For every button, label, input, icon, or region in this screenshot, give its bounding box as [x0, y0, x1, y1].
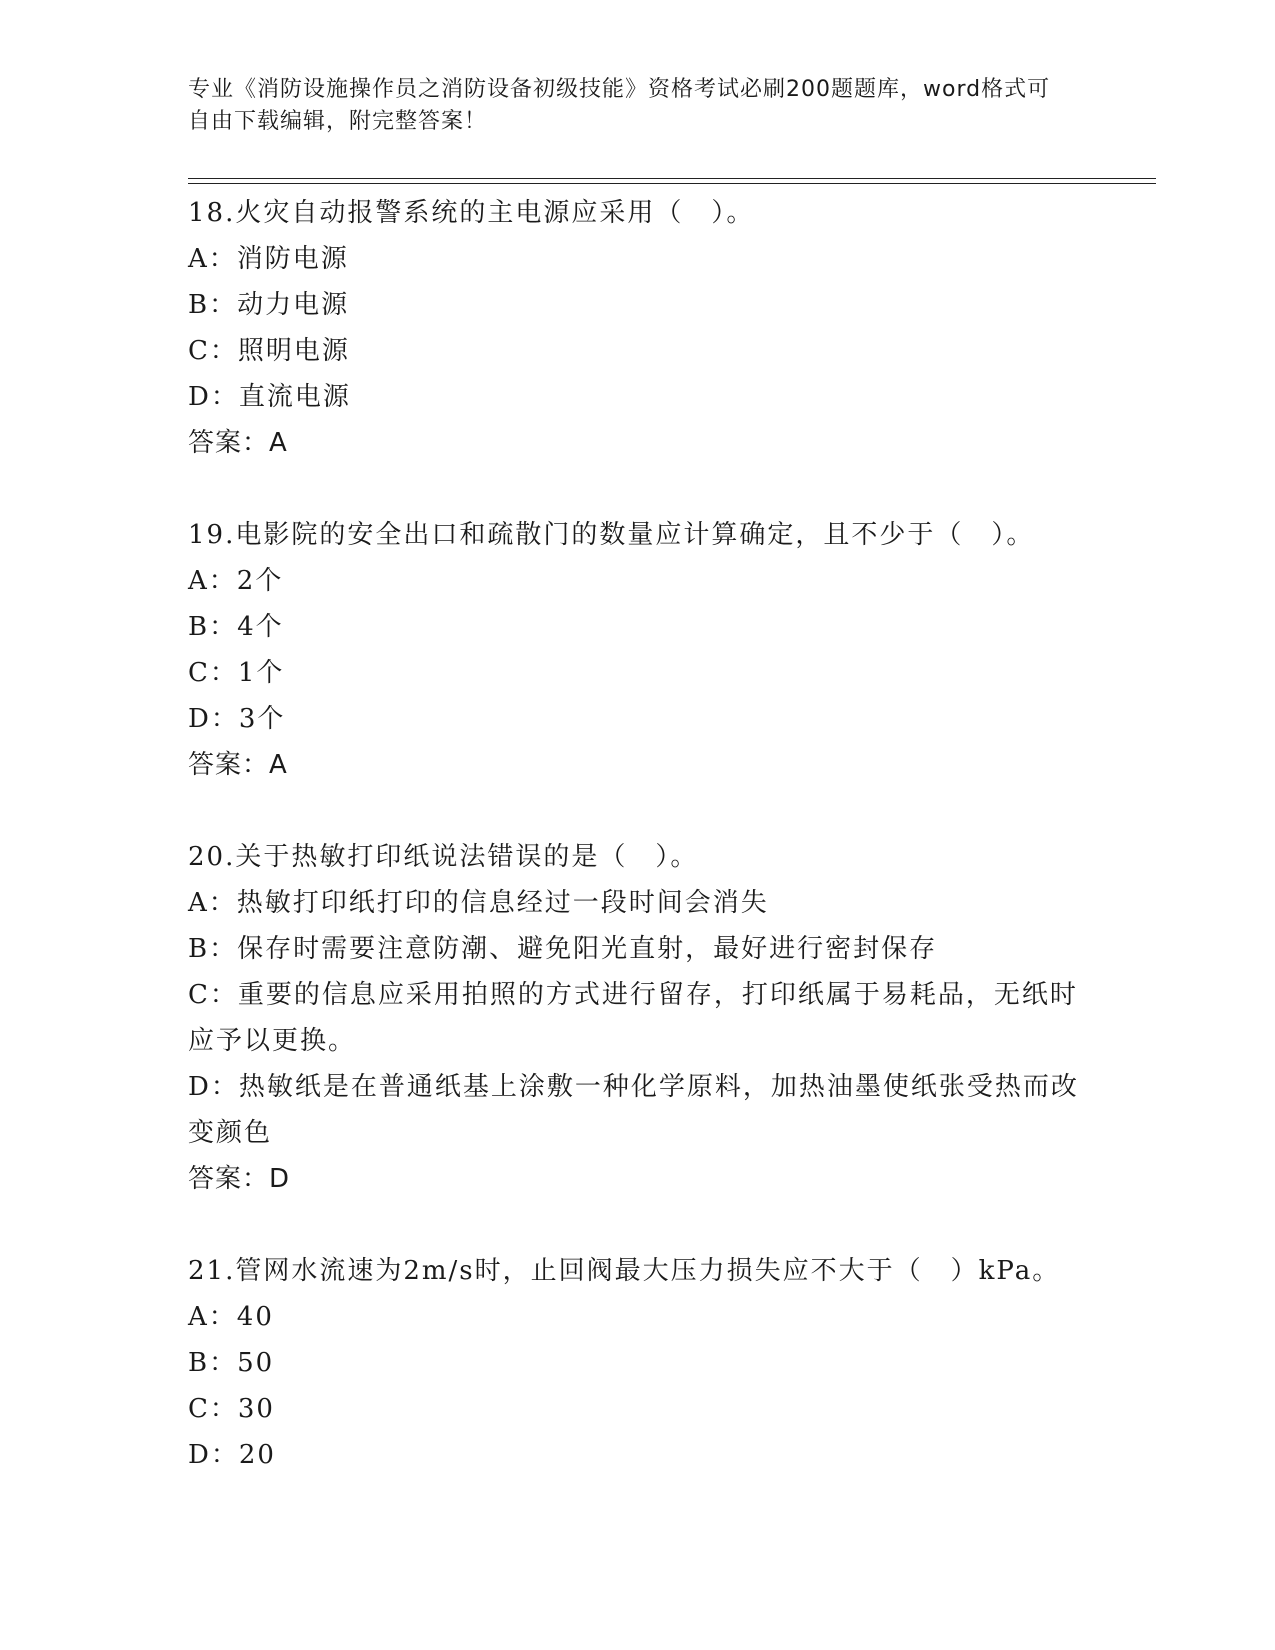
option-a: A：40	[188, 1302, 274, 1332]
header-divider-top	[188, 178, 1156, 179]
question-list	[188, 190, 1088, 1478]
option-d: D：直流电源	[188, 382, 351, 412]
option-b: B：4个	[188, 612, 284, 642]
question-stem: 18.火灾自动报警系统的主电源应采用（ ）。	[188, 198, 755, 228]
option-a: A：消防电源	[188, 244, 349, 274]
answer: 答案：D	[188, 1164, 291, 1194]
option-c: C：1个	[188, 658, 285, 688]
question-stem: 20.关于热敏打印纸说法错误的是（ ）。	[188, 842, 699, 872]
header-divider-bottom	[188, 183, 1156, 184]
option-a: A：热敏打印纸打印的信息经过一段时间会消失	[188, 888, 769, 918]
question-stem: 21.管网水流速为2m/s时，止回阀最大压力损失应不大于（ ）kPa。	[188, 1256, 1061, 1286]
option-d: D：20	[188, 1440, 276, 1470]
question-18	[188, 190, 1088, 466]
option-c: C：重要的信息应采用拍照的方式进行留存，打印纸属于易耗品，无纸时应予以更换。	[188, 980, 1078, 1056]
question-21	[188, 1248, 1088, 1478]
option-b: B：动力电源	[188, 290, 350, 320]
answer: 答案：A	[188, 428, 288, 458]
answer: 答案：A	[188, 750, 288, 780]
question-19	[188, 512, 1088, 788]
option-c: C：照明电源	[188, 336, 350, 366]
option-c: C：30	[188, 1394, 275, 1424]
option-b: B：保存时需要注意防潮、避免阳光直射，最好进行密封保存	[188, 934, 938, 964]
document-header: 专业《消防设施操作员之消防设备初级技能》资格考试必刷200题题库，word格式可自由下载编辑，附完整答案！	[188, 77, 1051, 134]
option-a: A：2个	[188, 566, 284, 596]
option-b: B：50	[188, 1348, 275, 1378]
question-stem: 19.电影院的安全出口和疏散门的数量应计算确定，且不少于（ ）。	[188, 520, 1035, 550]
question-20	[188, 834, 1088, 1202]
option-d: D：3个	[188, 704, 286, 734]
option-d: D：热敏纸是在普通纸基上涂敷一种化学原料，加热油墨使纸张受热而改变颜色	[188, 1072, 1079, 1148]
